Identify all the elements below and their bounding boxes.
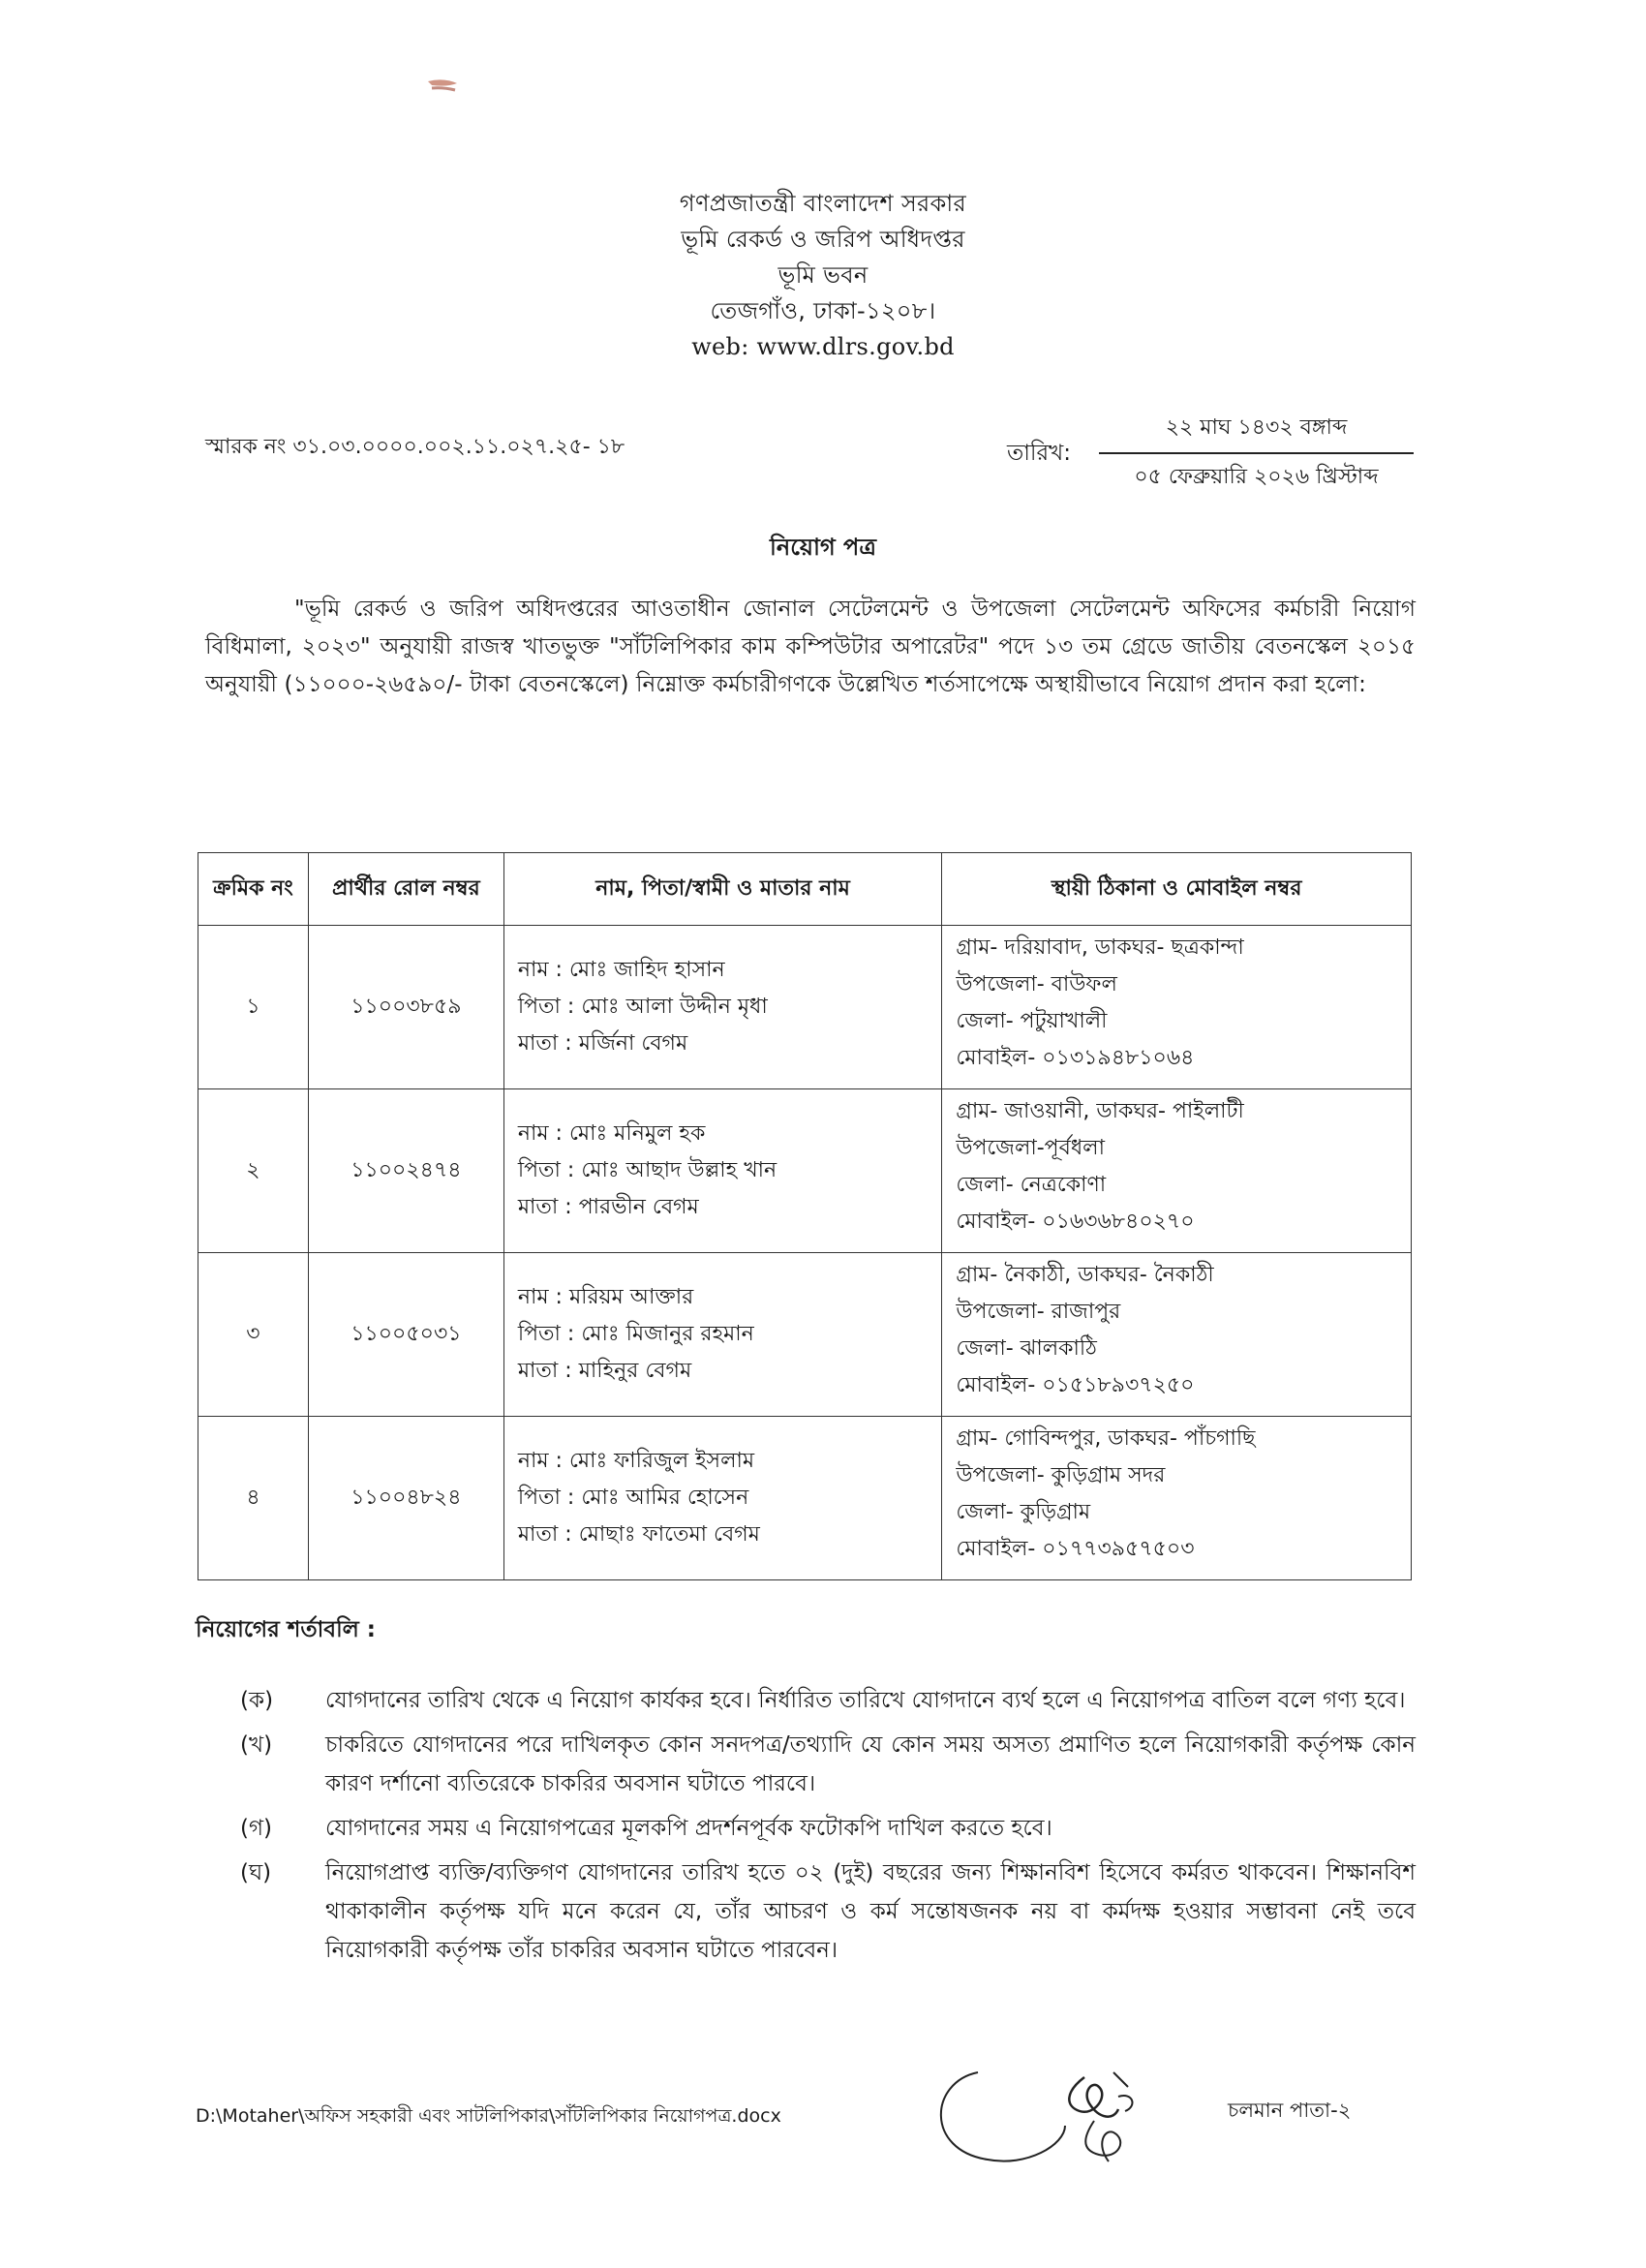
district: জেলা- পটুয়াখালী <box>956 1009 1108 1033</box>
memo-number: স্মারক নং ৩১.০৩.০০০০.০০২.১১.০২৭.২৫- ১৮ <box>205 435 625 459</box>
village: গ্রাম- দরিয়াবাদ, ডাকঘর- ছত্রকান্দা <box>956 935 1244 960</box>
condition-item <box>240 1726 1416 1803</box>
header-serial: ক্রমিক নং <box>198 853 309 926</box>
table-row <box>198 1089 1412 1253</box>
mobile: মোবাইল- ০১৩১৯৪৮১০৬৪ <box>956 1046 1195 1070</box>
upazila: উপজেলা-পূর্বধলা <box>956 1136 1105 1160</box>
condition-label: (খ) <box>240 1732 273 1758</box>
government-name: গণপ্রজাতন্ত্রী বাংলাদেশ সরকার <box>679 190 967 217</box>
mother-name: মাতা : পারভীন বেগম <box>517 1195 699 1219</box>
serial-cell: ২ <box>198 1089 309 1253</box>
appointee-table <box>198 852 1412 1580</box>
address-cell <box>942 926 1412 1089</box>
website: web: www.dlrs.gov.bd <box>691 333 955 360</box>
name-cell <box>503 1089 942 1253</box>
father-name: পিতা : মোঃ মিজানুর রহমান <box>517 1322 754 1346</box>
conditions-title: নিয়োগের শর্তাবলি : <box>196 1617 377 1642</box>
condition-item <box>240 1854 1416 1970</box>
roll-cell: ১১০০৪৮২৪ <box>308 1417 503 1580</box>
table-row <box>198 926 1412 1089</box>
continuation-note: চলমান পাতা-২ <box>1228 2099 1352 2122</box>
condition-text: চাকরিতে যোগদানের পরে দাখিলকৃত কোন সনদপত্র/তথ্যাদি যে কোন সময় অসত্য প্রমাণিত হলে নিয়োগকারী কর্তৃপক্ষ কোন কারণ দর্শানো ব্যতিরেকে চাকরির অবসান ঘটাতে পারবে। <box>325 1732 1416 1796</box>
mother-name: মাতা : মোছাঃ ফাতেমা বেগম <box>517 1522 760 1547</box>
address-cell <box>942 1417 1412 1580</box>
table-row <box>198 1417 1412 1580</box>
file-path: D:\Motaher\অফিস সহকারী এবং সাটলিপিকার\সাঁটলিপিকার নিয়োগপত্র.docx <box>196 2105 781 2127</box>
header-roll: প্রার্থীর রোল নম্বর <box>308 853 503 926</box>
mother-name: মাতা : মাহিনুর বেগম <box>517 1359 692 1383</box>
roll-cell: ১১০০৩৮৫৯ <box>308 926 503 1089</box>
village: গ্রাম- নৈকাঠী, ডাকঘর- নৈকাঠী <box>956 1263 1214 1287</box>
district: জেলা- ঝালকাঠি <box>956 1336 1097 1361</box>
header-address: স্থায়ী ঠিকানা ও মোবাইল নম্বর <box>942 853 1412 926</box>
ink-mark <box>424 76 463 95</box>
building-name: ভূমি ভবন <box>777 261 869 289</box>
mobile: মোবাইল- ০১৫১৮৯৩৭২৫০ <box>956 1373 1195 1397</box>
table-header-row <box>198 853 1412 926</box>
conditions-list <box>240 1681 1416 1976</box>
table-row <box>198 1253 1412 1417</box>
condition-text: নিয়োগপ্রাপ্ত ব্যক্তি/ব্যক্তিগণ যোগদানের তারিখ হতে ০২ (দুই) বছরের জন্য শিক্ষানবিশ হিসেবে কর্মরত থাকবেন। শিক্ষানবিশ থাকাকালীন কর্তৃপক্ষ যদি মনে করেন যে, তাঁর আচরণ ও কর্ম সন্তোষজনক নয় বা কর্মদক্ষ হওয়ার সম্ভাবনা নেই তবে নিয়োগকারী কর্তৃপক্ষ তাঁর চাকরির অবসান ঘটাতে পারবেন। <box>325 1860 1416 1963</box>
letterhead <box>0 186 1646 365</box>
condition-text: যোগদানের তারিখ থেকে এ নিয়োগ কার্যকর হবে। নির্ধারিত তারিখে যোগদানে ব্যর্থ হলে এ নিয়োগপত্র বাতিল বলে গণ্য হবে। <box>325 1688 1406 1713</box>
date-bangla: ২২ মাঘ ১৪৩২ বঙ্গাব্দ <box>1099 411 1414 454</box>
candidate-name: নাম : মোঃ মনিমুল হক <box>517 1121 706 1146</box>
letter-subject: নিয়োগ পত্র <box>770 534 876 561</box>
condition-label: (ক) <box>240 1688 274 1713</box>
office-address: তেজগাঁও, ঢাকা-১২০৮। <box>710 297 936 324</box>
address-cell <box>942 1253 1412 1417</box>
father-name: পিতা : মোঃ আছাদ উল্লাহ খান <box>517 1158 777 1182</box>
serial-cell: ১ <box>198 926 309 1089</box>
mobile: মোবাইল- ০১৭৭৩৯৫৭৫০৩ <box>956 1537 1195 1561</box>
condition-label: (ঘ) <box>240 1860 272 1885</box>
district: জেলা- নেত্রকোণা <box>956 1173 1107 1197</box>
name-cell <box>503 1253 942 1417</box>
village: গ্রাম- গোবিন্দপুর, ডাকঘর- পাঁচগাছি <box>956 1426 1256 1451</box>
name-cell <box>503 1417 942 1580</box>
condition-label: (গ) <box>240 1816 273 1841</box>
date-block <box>1099 411 1414 496</box>
roll-cell: ১১০০২৪৭৪ <box>308 1089 503 1253</box>
appointment-paragraph: "ভূমি রেকর্ড ও জরিপ অধিদপ্তরের আওতাধীন জোনাল সেটেলমেন্ট ও উপজেলা সেটেলমেন্ট অফিসের কর্মচারী নিয়োগ বিধিমালা, ২০২৩" অনুযায়ী রাজস্ব খাতভুক্ত "সাঁটলিপিকার কাম কম্পিউটার অপারেটর" পদে ১৩ তম গ্রেডে জাতীয় বেতনস্কেল ২০১৫ অনুযায়ী (১১০০০-২৬৫৯০/- টাকা বেতনস্কেলে) নিম্নোক্ত কর্মচারীগণকে উল্লেখিত শর্তসাপেক্ষে অস্থায়ীভাবে নিয়োগ প্রদান করা হলো: <box>205 597 1416 697</box>
district: জেলা- কুড়িগ্রাম <box>956 1500 1091 1524</box>
date-label: তারিখ: <box>1007 441 1072 466</box>
village: গ্রাম- জাওয়ানী, ডাকঘর- পাইলাটী <box>956 1099 1244 1123</box>
department-name: ভূমি রেকর্ড ও জরিপ অধিদপ্তর <box>681 226 965 253</box>
father-name: পিতা : মোঃ আমির হোসেন <box>517 1486 749 1510</box>
condition-item <box>240 1681 1416 1720</box>
candidate-name: নাম : মোঃ জাহিদ হাসান <box>517 958 725 982</box>
serial-cell: ৪ <box>198 1417 309 1580</box>
upazila: উপজেলা- বাউফল <box>956 972 1117 996</box>
candidate-name: নাম : মোঃ ফারিজুল ইসলাম <box>517 1449 755 1473</box>
date-english: ০৫ ফেব্রুয়ারি ২০২৬ খ্রিস্টাব্দ <box>1134 465 1379 489</box>
serial-cell: ৩ <box>198 1253 309 1417</box>
address-cell <box>942 1089 1412 1253</box>
signature <box>920 2053 1172 2179</box>
name-cell <box>503 926 942 1089</box>
upazila: উপজেলা- রাজাপুর <box>956 1300 1121 1324</box>
father-name: পিতা : মোঃ আলা উদ্দীন মৃধা <box>517 995 768 1019</box>
header-name: নাম, পিতা/স্বামী ও মাতার নাম <box>503 853 942 926</box>
mother-name: মাতা : মর্জিনা বেগম <box>517 1031 688 1056</box>
condition-text: যোগদানের সময় এ নিয়োগপত্রের মূলকপি প্রদর্শনপূর্বক ফটোকপি দাখিল করতে হবে। <box>325 1816 1052 1841</box>
upazila: উপজেলা- কুড়িগ্রাম সদর <box>956 1463 1166 1487</box>
roll-cell: ১১০০৫০৩১ <box>308 1253 503 1417</box>
condition-item <box>240 1809 1416 1848</box>
mobile: মোবাইল- ০১৬৩৬৮৪০২৭০ <box>956 1210 1195 1234</box>
candidate-name: নাম : মরিয়ম আক্তার <box>517 1285 694 1309</box>
